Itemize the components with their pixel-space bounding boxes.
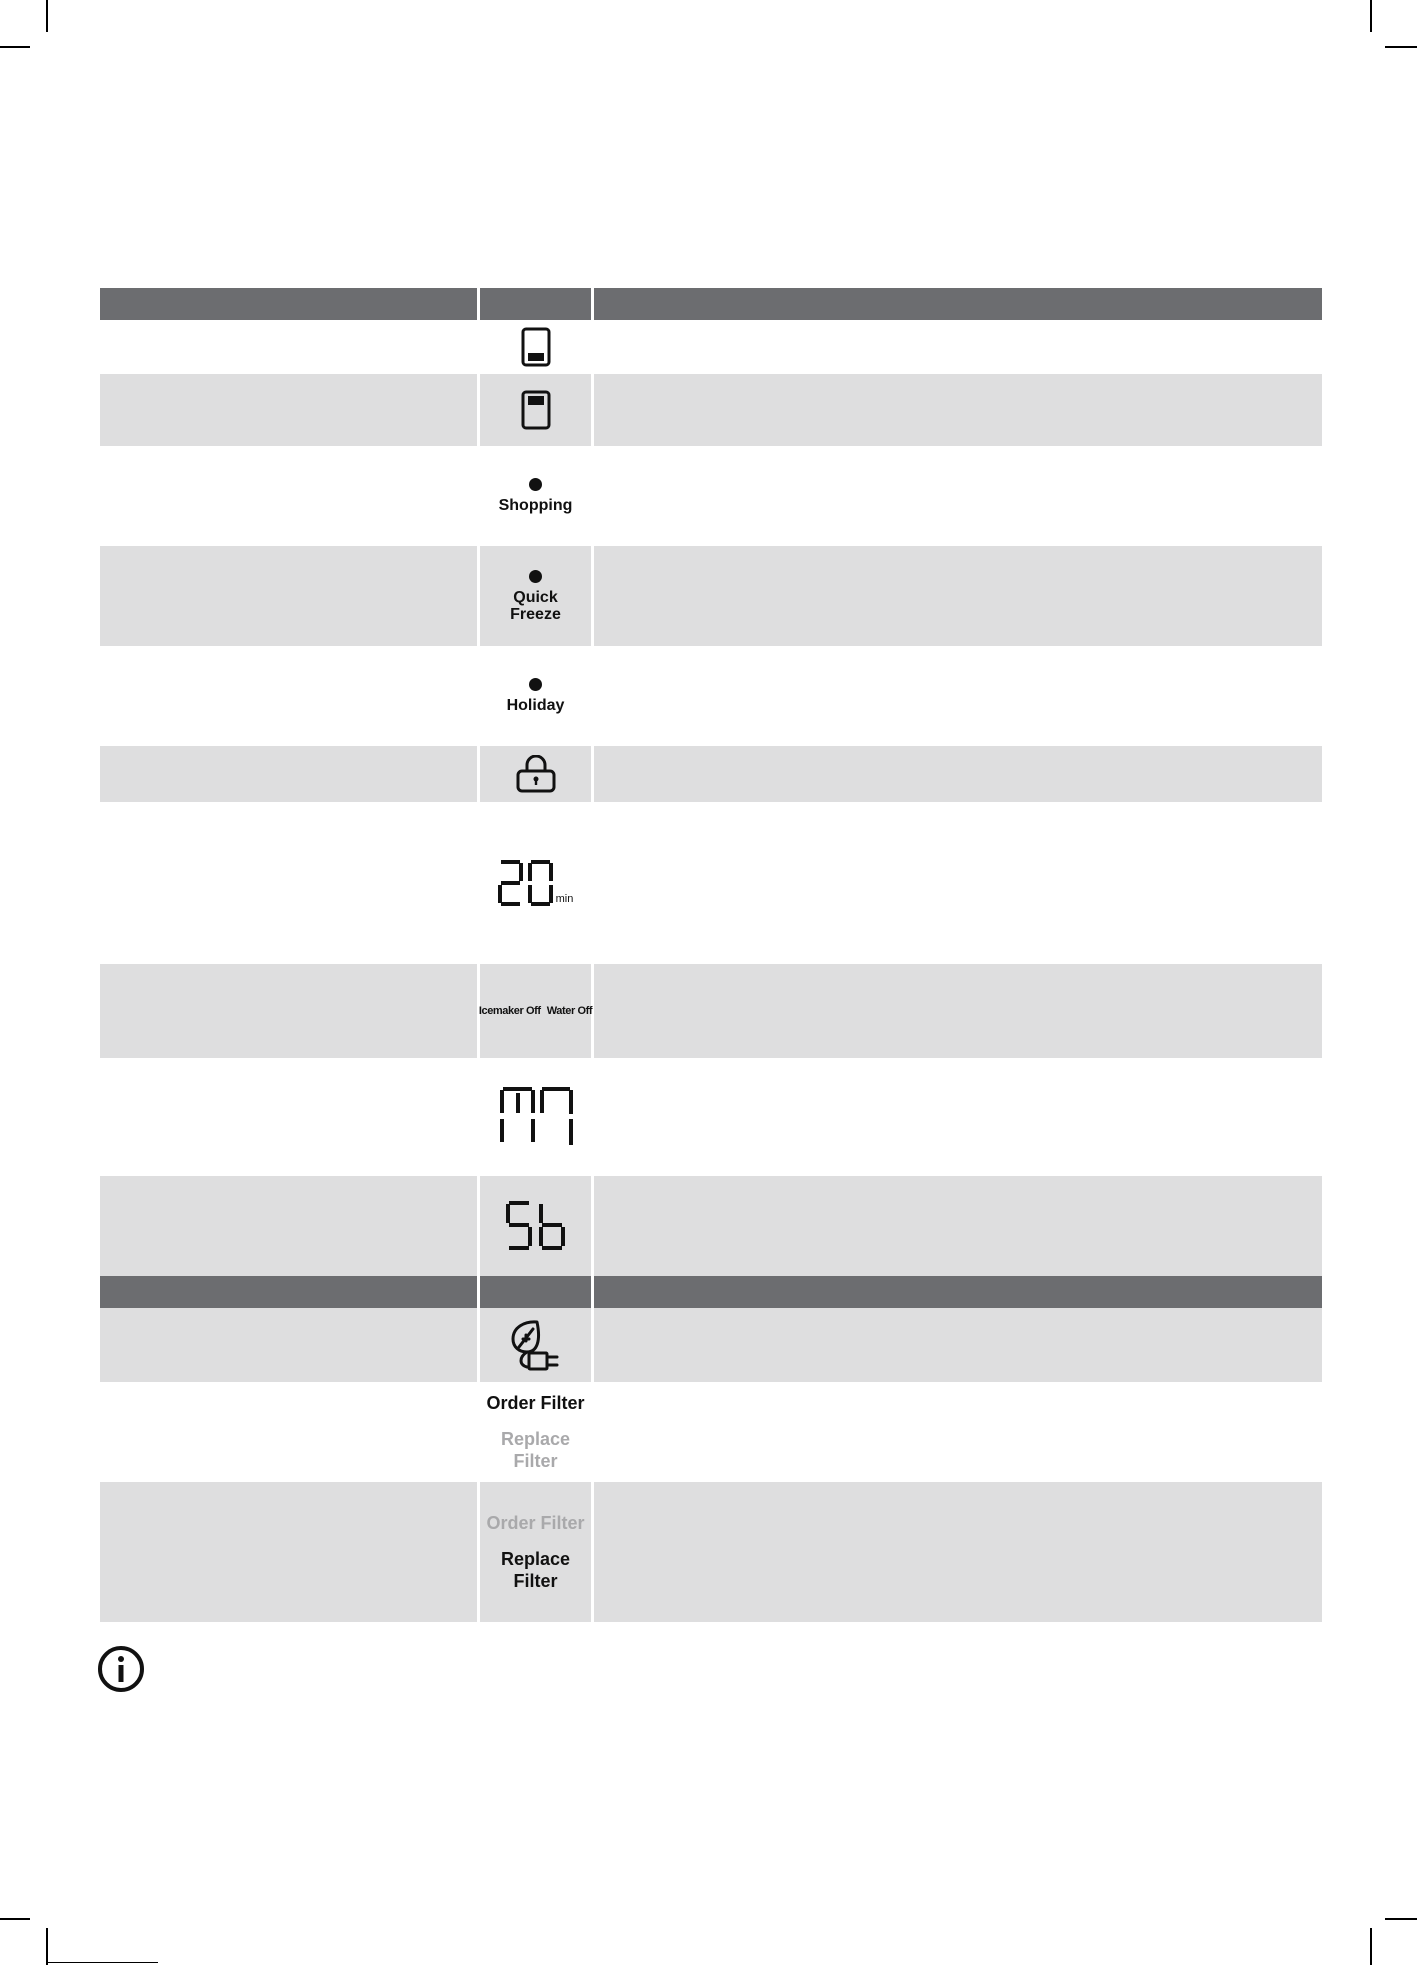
table-row — [100, 646, 1322, 746]
crop-mark — [46, 1928, 48, 1965]
timer-display — [498, 859, 574, 907]
indicator-dot — [529, 478, 542, 491]
crop-mark — [46, 0, 48, 32]
seven-segment-sb-icon — [505, 1200, 567, 1252]
shopping-label: Shopping — [498, 497, 573, 514]
seven-segment-m7-icon — [498, 1087, 574, 1147]
fridge-top-compartment-icon — [521, 390, 551, 430]
timer-unit-label: min — [555, 893, 574, 905]
crop-mark — [1385, 1918, 1417, 1920]
eco-leaf-plug-icon — [507, 1317, 565, 1373]
water-off-label: Water Off — [546, 1005, 593, 1017]
lock-icon — [515, 755, 557, 793]
table-header — [100, 1276, 1322, 1308]
table-row — [100, 1382, 1322, 1482]
indicator-dot — [529, 678, 542, 691]
replace-filter-label: Replace Filter — [500, 1549, 571, 1591]
crop-mark — [1385, 46, 1417, 48]
table-row — [100, 1482, 1322, 1622]
table-row — [100, 1308, 1322, 1382]
crop-mark — [0, 1918, 30, 1920]
table-row — [100, 320, 1322, 374]
info-icon — [97, 1645, 145, 1693]
order-filter-label-dim: Order Filter — [486, 1513, 585, 1533]
crop-mark — [1370, 0, 1372, 32]
fridge-bottom-compartment-icon — [521, 327, 551, 367]
indicator-dot — [529, 570, 542, 583]
crop-mark — [1370, 1928, 1372, 1965]
order-filter-label: Order Filter — [486, 1393, 585, 1413]
crop-mark — [48, 1962, 158, 1963]
table-row — [100, 446, 1322, 546]
table-row — [100, 546, 1322, 646]
icemaker-off-label: Icemaker Off — [478, 1005, 541, 1017]
table-row — [100, 746, 1322, 802]
crop-mark — [0, 46, 30, 48]
quick-freeze-label-line1: Quick — [513, 588, 558, 606]
seven-segment-20-icon — [498, 859, 554, 907]
table-row — [100, 374, 1322, 446]
table-row — [100, 1058, 1322, 1176]
holiday-label: Holiday — [506, 697, 565, 714]
replace-filter-label-dim: Replace Filter — [500, 1429, 571, 1471]
quick-freeze-label-line2: Freeze — [510, 605, 561, 623]
table-row — [100, 964, 1322, 1058]
table-header — [100, 288, 1322, 320]
table-row — [100, 1176, 1322, 1276]
table-row — [100, 802, 1322, 964]
